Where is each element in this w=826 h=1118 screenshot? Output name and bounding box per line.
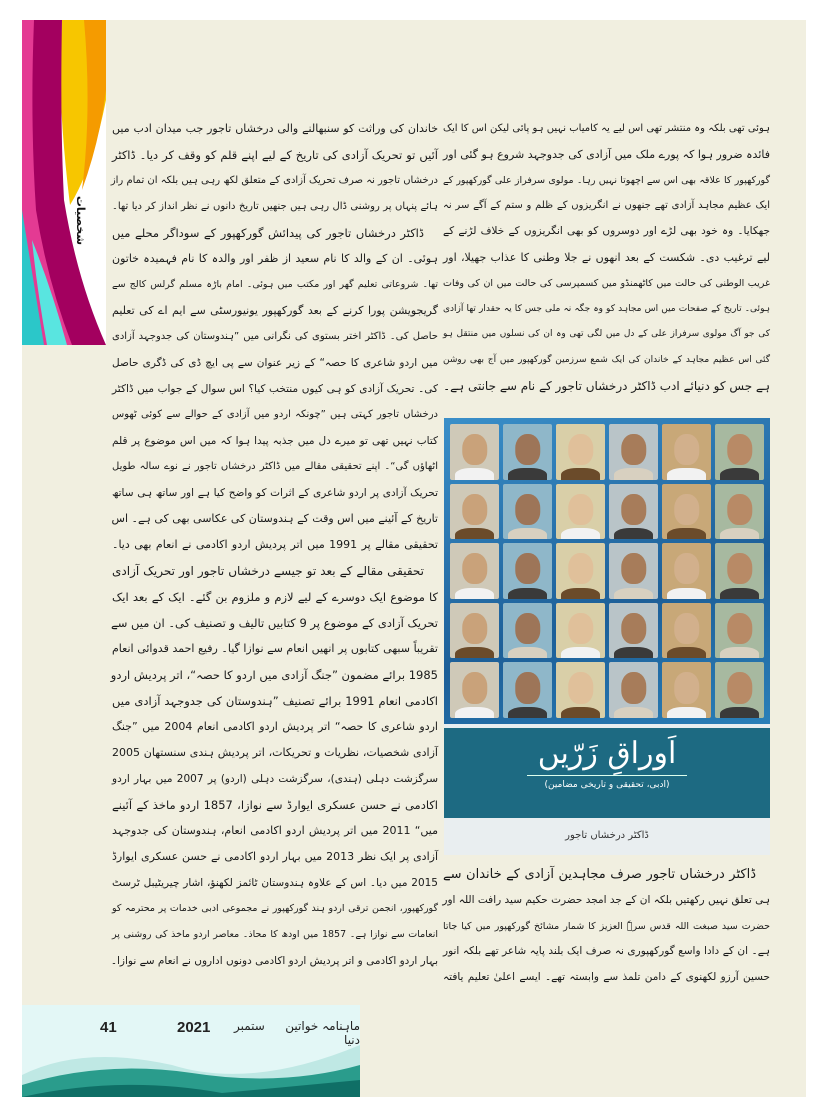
portrait — [450, 543, 499, 599]
portrait — [450, 424, 499, 480]
portrait — [503, 484, 552, 540]
portrait-grid — [444, 418, 770, 724]
portrait — [662, 484, 711, 540]
book-cover-image — [444, 418, 770, 855]
text-line: گئی اس عظیم مجاہد کے خاندان کی ایک شمع سرزمین گورکھپور میں آج بھی روشن — [443, 355, 770, 366]
text-line: ہوئی تھی بلکہ وہ منتشر تھی اس لیے یہ کامیاب نہیں ہو پائی لیکن اس کا ایک — [443, 123, 770, 134]
text-line: 2015 میں دیا۔ اس کے علاوہ ہندوستان ٹائمز لکھنؤ، اشار چیریٹیبل ٹرسٹ — [112, 877, 438, 889]
text-line: ہوئی۔ ان کے والد کا نام سعید از ظفر اور والدہ کا نام فہمیدہ خاتون — [112, 252, 438, 265]
text-line: درخشاں تاجور نہ صرف تحریک آزادی کے متعلق لکھ رہی ہیں بلکہ ان تمام راز — [110, 175, 438, 186]
portrait — [609, 484, 658, 540]
text-line: گریجویشن پورا کرنے کے بعد گورکھپور یونیورسٹی سے ایم اے کی تعلیم — [112, 304, 438, 317]
text-line: کی جو آگ مولوی سرفراز علی کے دل میں لگی تھی وہ ان کی نسلوں میں منتقل ہو — [443, 329, 770, 340]
text-line: گورکھپور، انجمن ترقی اردو ہند گورکھپور نے مجموعی ادبی خدمات پر محترمہ کو — [112, 903, 438, 914]
portrait — [715, 424, 764, 480]
decorative-ribbon — [22, 20, 106, 345]
portrait — [503, 662, 552, 718]
book-author: ڈاکٹر درخشاں تاجور — [565, 830, 649, 841]
magazine-name: ماہنامہ خواتین دنیا — [285, 1019, 360, 1047]
book-title: اَوراقِ زَرّیں — [537, 736, 677, 771]
text-line: آزادی شخصیات، نظریات و تحریکات، اتر پردیش ہندی سنستھان 2005 — [112, 746, 438, 759]
section-label: شخصیات — [74, 195, 88, 245]
text-line: لیے ترغیب دی۔ شکست کے بعد انھوں نے جلا وطنی کا عذاب جھیلا، اور — [443, 250, 770, 264]
issue-month: ستمبر — [234, 1019, 265, 1033]
text-line: اکادمی نے حسن عسکری ایوارڈ سے نوازا، 1857 اردو ماخذ کے آئینے — [112, 798, 438, 812]
text-line: خاندان کی وراثت کو سنبھالنے والی درخشاں تاجور جب میدان ادب میں — [112, 122, 438, 135]
text-line: ہائے پنہاں پر روشنی ڈال رہی ہیں جنھیں تاریخ دانوں نے نظر انداز کر دیا تھا۔ — [112, 201, 438, 212]
text-line: حسین آرزو لکھنوی کے دامن تلمذ سے وابستہ تھے۔ ایسے اعلیٰ تعلیم یافتہ — [443, 971, 770, 984]
text-line: جھکایا۔ وہ خود بھی لڑے اور دوسروں کو بھی انگریزوں کے خلاف لڑنے کے — [443, 225, 770, 238]
text-line: بہار اردو اکادمی و اتر پردیش اردو اکادمی دونوں اداروں نے انعام سے نوازا۔ — [110, 955, 438, 967]
magazine-page — [22, 20, 806, 1097]
text-line: آزادی پر ایک نظر 2013 میں بہار اردو اکادمی نے حسن عسکری ایوارڈ — [112, 850, 439, 863]
portrait — [609, 424, 658, 480]
page-number: 41 — [100, 1019, 117, 1036]
portrait — [609, 662, 658, 718]
text-line: کتاب نہیں تھی تو میرے دل میں جذبہ پیدا ہوا کہ میں اس موضوع پر قلم — [112, 435, 438, 447]
text-line: ہوئی۔ تاریخ کے صفحات میں اس مجاہد کو وہ جگہ نہ ملی جس کا یہ حقدار تھا آزادی — [443, 303, 770, 314]
portrait — [609, 543, 658, 599]
portrait — [556, 603, 605, 659]
text-line: انعامات سے نوازا ہے۔ 1857 میں اودھ کا محاذ۔ معاصر اردو ماخذ کی روشنی پر — [112, 929, 438, 940]
portrait — [556, 484, 605, 540]
portrait — [715, 543, 764, 599]
text-line: فائدہ ضرور ہوا کہ پورے ملک میں آزادی کی جدوجہد شروع ہو گئی اور — [443, 147, 770, 161]
text-line: میں اردو شاعری کا حصہ“ کے زیر عنوان سے پی ایچ ڈی کی ڈگری حاصل — [112, 357, 438, 369]
text-line: تاریخ کے آئینے میں اس وقت کے ہندوستان کی عکاسی بھی کی ہے۔ اس — [111, 512, 438, 525]
portrait — [503, 424, 552, 480]
portrait — [556, 424, 605, 480]
text-line: حضرت سید صبغت اللہ قدس سرہٗ العزیز کا شمار مشائخ گورکھپور میں کیا جاتا — [443, 920, 770, 932]
portrait — [503, 543, 552, 599]
text-line: اکادمی انعام 1991 برائے تصنیف ”ہندوستان کی جدوجہد آزادی میں — [112, 694, 438, 708]
text-line: 1985 برائے مضمون ”جنگ آزادی میں اردو کا حصہ“، اتر پردیش اردو — [110, 668, 438, 682]
text-line: تحریک آزادی کے موضوع پر 9 کتابیں تالیف و تصنیف کی۔ ان میں سے — [110, 616, 438, 630]
right-text-column-top — [443, 116, 770, 400]
portrait — [662, 424, 711, 480]
text-line: تحقیقی مقالے کے بعد تو جیسے درخشاں تاجور اور تحریک آزادی — [112, 564, 424, 578]
portrait — [556, 543, 605, 599]
right-text-column-bottom — [443, 862, 770, 991]
portrait — [662, 603, 711, 659]
issue-year: 2021 — [177, 1019, 211, 1036]
cover-title-band — [444, 728, 770, 818]
text-line: ڈاکٹر درخشاں تاجور صرف مجاہدین آزادی کے خاندان سے — [443, 867, 756, 882]
portrait — [715, 662, 764, 718]
portrait — [609, 603, 658, 659]
text-line: ہے جس کو دنیائے ادب ڈاکٹر درخشاں تاجور کے نام سے جانتی ہے۔ — [443, 378, 770, 393]
portrait — [450, 603, 499, 659]
text-line: کا موضوع ایک دوسرے کے لیے لازم و ملزوم بن گئے۔ ایک کے بعد ایک — [112, 590, 438, 604]
text-line: غریب الوطنی کی حالت میں کاٹھمنڈو میں کسمپرسی کی حالت میں ان کی وفات — [443, 277, 770, 289]
text-line: اٹھاؤں گی“۔ اپنے تحقیقی مقالے میں ڈاکٹر درخشاں تاجور نے نوے سالہ طویل — [112, 461, 438, 472]
text-line: تحقیقی مقالے پر 1991 میں اتر پردیش اردو اکادمی نے انعام بھی دیا۔ — [112, 538, 438, 551]
text-line: درخشاں تاجور کہتی ہیں ”چونکہ اردو میں آزادی کے حوالے سے کوئی ٹھوس — [112, 409, 438, 420]
portrait — [450, 662, 499, 718]
text-line: تھا۔ شروعاتی تعلیم گھر اور مکتب میں ہوئی۔ امام باڑہ مسلم گرلس کالج سے — [112, 279, 438, 290]
text-line: آئیں تو تحریک آزادی کی تاریخ کے لیے اپنے قلم کو وقف کر دیا۔ ڈاکٹر — [112, 148, 438, 162]
text-line: گورکھپور کا علاقہ بھی اس سے اچھوتا نہیں رہا۔ مولوی سرفراز علی گورکھپور کے — [443, 174, 770, 186]
page-footer — [22, 1005, 360, 1097]
portrait — [556, 662, 605, 718]
text-line: تحریک آزادی پر اردو شاعری کے اثرات کو واضح کیا ہے اور ساتھ ہی ساتھ — [112, 487, 438, 499]
portrait — [662, 543, 711, 599]
text-line: ہی تعلق نہیں رکھتیں بلکہ ان کے جد امجد حضرت حکیم سید رافت اللہ اور — [442, 893, 770, 906]
portrait — [715, 603, 764, 659]
text-line: کی۔ تحریک آزادی کو ہی کیوں منتخب کیا؟ اس سوال کے جواب میں ڈاکٹر — [112, 383, 438, 395]
text-line: اردو شاعری کا حصہ“ اتر پردیش اردو اکادمی انعام 2004 میں ”جنگ — [112, 720, 438, 733]
text-line: ہے۔ ان کے دادا واسع گورکھپوری نہ صرف ایک بلند پایہ شاعر تھے بلکہ انور — [443, 945, 770, 958]
title-rule — [527, 775, 687, 776]
text-line: حاصل کی۔ ڈاکٹر اختر بستوی کی نگرانی میں ”ہندوستان کی جدوجہد آزادی — [112, 331, 438, 342]
text-line: میں“ 2011 میں اتر پردیش اردو اکادمی انعام، ہندوستان کی جدوجہد — [112, 824, 438, 837]
portrait — [503, 603, 552, 659]
left-text-column — [112, 116, 438, 974]
book-subtitle: (ادبی، تحقیقی و تاریخی مضامین) — [544, 780, 670, 790]
text-line: ڈاکٹر درخشاں تاجور کی پیدائش گورکھپور کے سوداگر محلے میں — [112, 226, 424, 240]
text-line: سرگزشت دہلی (ہندی)، سرگزشت دہلی (اردو) پر 2007 میں بہار اردو — [112, 773, 438, 785]
text-line: ایک عظیم مجاہد آزادی تھے جنھوں نے انگریزوں کے ظلم و ستم کے آگے سر نہ — [443, 200, 770, 212]
portrait — [662, 662, 711, 718]
portrait — [450, 484, 499, 540]
text-line: تقریباً سبھی کتابوں پر انھیں انعام سے نوازا گیا۔ رفیع احمد قدوائی انعام — [112, 642, 438, 655]
portrait — [715, 484, 764, 540]
